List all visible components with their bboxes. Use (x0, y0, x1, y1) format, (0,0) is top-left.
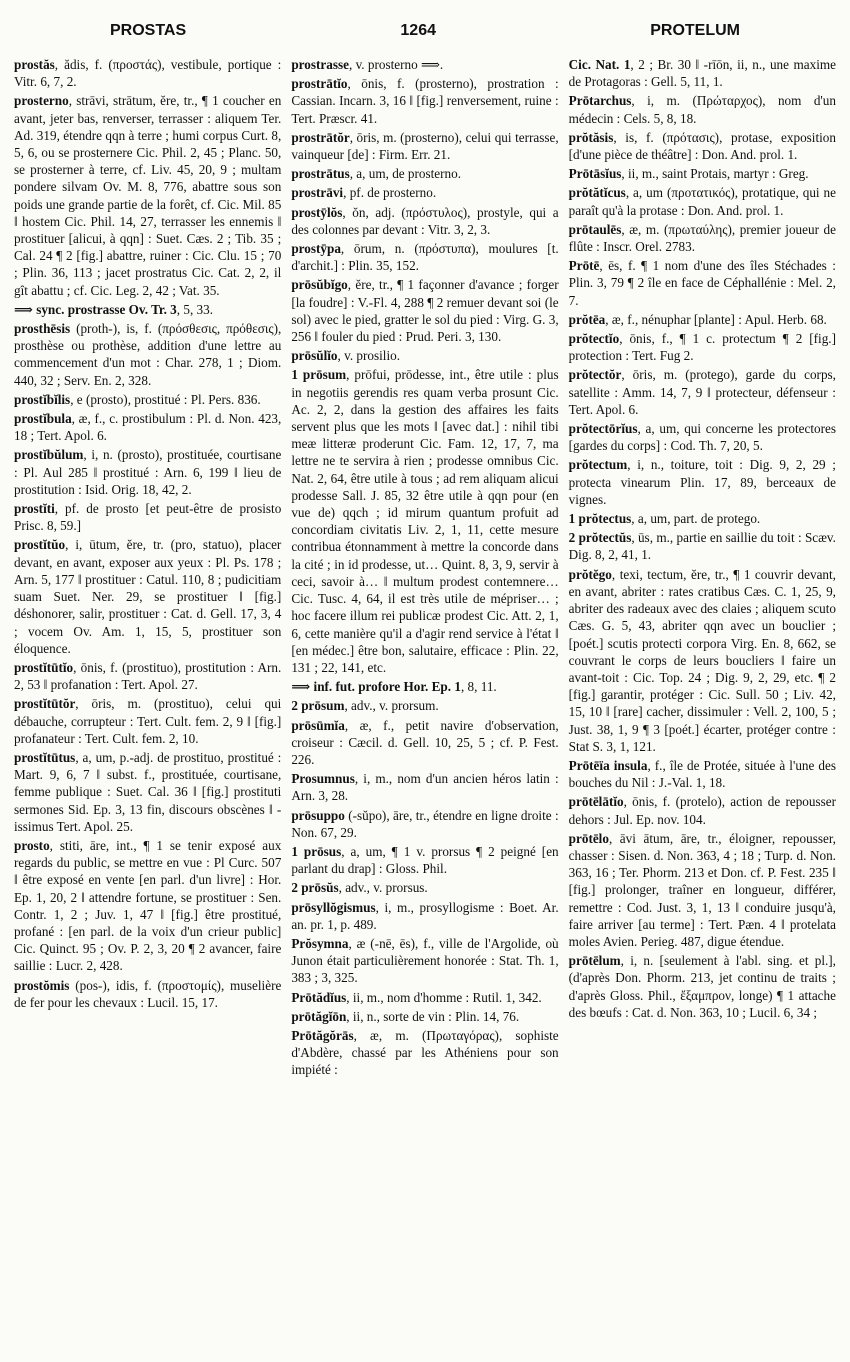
dictionary-entry: prostĭtŭo, i, ūtum, ĕre, tr. (pro, statuo), placer devant, en avant, exposer aux yeux : Pl. Ps. 178 ; Arn. 5, 177 ‖ prostituer : Catul. 110, 8 ; pudicitiam suam Suet. Ner. 29, se prostituer ‖ [fig.] déshonorer, salir, prostituer : Cat. d. Gell. 17, 3, 4 ; vocem Ov. Am. 1, 15, 5, prostituer son éloquence. (14, 537, 282, 656)
dictionary-entry: Prōtēïa insula, f., île de Protée, située à l'une des bouches du Nil : J.-Val. 1, 18. (568, 757, 836, 791)
dictionary-entry: prostăs, ădis, f. (προστάς), vestibule, portique : Vitr. 6, 7, 2. (14, 57, 282, 90)
dictionary-entry: prōsŭbĭgo, ĕre, tr., ¶ 1 façonner d'avance ; forger [la foudre] : V.-Fl. 4, 288 ¶ 2 remuer devant soi (le sol) avec le pied, gratter le sol du pied : Virg. G. 3, 256 ‖ fouler du pied : Prud. Peri. 3, 130. (291, 277, 559, 345)
dictionary-entry: prŏtectĭo, ōnis, f., ¶ 1 c. protectum ¶ 2 [fig.] protection : Tert. Fug 2. (568, 331, 836, 364)
dictionary-entry: prŏtēa, æ, f., nénuphar [plante] : Apul. Herb. 68. (568, 311, 827, 327)
dictionary-entry: prostȳlŏs, ŏn, adj. (πρόστυλος), prostyle, qui a des colonnes par devant : Vitr. 3, 2, 3. (291, 204, 559, 237)
header-left-guideword: PROSTAS (110, 22, 187, 39)
dictionary-entry: 1 prōsus, a, um, ¶ 1 v. prorsus ¶ 2 peigné [en parlant du drap] : Gloss. Phil. (291, 843, 559, 877)
dictionary-entry: Cic. Nat. 1, 2 ; Br. 30 ‖ -rīōn, ii, n., une maxime de Protagoras : Gell. 5, 11, 1. (568, 57, 836, 90)
dictionary-entry: prostrasse, v. prosterno ⟹. (291, 57, 444, 72)
dictionary-entry: Prōtāsĭus, ii, m., saint Protais, martyr : Greg. (568, 166, 809, 182)
dictionary-entry: Prosumnus, i, m., nom d'un ancien héros latin : Arn. 3, 28. (291, 771, 559, 804)
header-right-guideword: PROTELUM (650, 22, 740, 39)
dictionary-entry: prōtaulēs, æ, m. (πρωταύλης), premier joueur de flûte : Inscr. Orel. 2783. (568, 221, 836, 255)
dictionary-entry: prŏtătĭcus, a, um (προτατικός), protatique, qui ne paraît qu'à la protase : Don. And. prol. 1. (568, 185, 836, 218)
dictionary-entry: 2 prōsŭs, adv., v. prorsus. (291, 880, 428, 896)
dictionary-entry: prosterno, strāvi, strātum, ĕre, tr., ¶ 1 coucher en avant, jeter bas, renverser, terrasser : aliquem Ter. Ad. 319, étendre qqn à terre ; humi corpus Curt. 8, 5, 6, ou se prosternere Cic. Phil. 2, 45 ; Planc. 50, se prosterner à terre, cf. Liv. 45, 20, 9 ; multam ponderе silvam Ov. M. 8, 776, abattre sous son poids une grande partie de la forêt, cf. Cic. Mil. 85 ‖ hostem Cic. Phil. 14, 27, terrasser les ennemis ‖ prostituer [alicui, à qqn] : Suet. Cæs. 2 ; Tib. 35 ; Cal. 24 ¶ 2 [fig.] abattre, ruiner : Cic. Clu. 15 ; 70 ; Plin. 36, 113 ; jacet prostratus Cic. Cat. 2, 2, il gît abattu ; cf. Cic. Leg. 2, 42 ; Vat. 35. (14, 93, 282, 298)
dictionary-entry: 2 prŏtectŭs, ūs, m., partie en saillie du toit : Scæv. Dig. 8, 2, 41, 1. (568, 530, 836, 563)
dictionary-entry: prostĭtūtus, a, um, p.-adj. de prostituo, prostitué : Mart. 9, 6, 7 ‖ subst. f., prostituée, courtisane, femme publique : Suet. Cal. 36 ‖ [fig.] prostituti sermones Sid. Ep. 3, 13 fin, discours obscènes ‖ -issimus Tert. Apol. 25. (14, 749, 282, 834)
dictionary-entry: prōsŭlĭo, v. prosilio. (291, 348, 401, 364)
column-3 (569, 56, 836, 1081)
dictionary-entry: prostĭtūtŏr, ōris, m. (prostituo), celui qui débauche, corrupteur : Tert. Cult. fem. 2, 9 ‖ [fig.] profanateur : Tert. Cult. fem. 2, 10. (14, 696, 282, 746)
page-number: 1264 (400, 22, 436, 39)
dictionary-entry: prostrātŏr, ōris, m. (prosterno), celui qui terrasse, vainqueur [de] : Firm. Err. 21. (291, 129, 559, 163)
dictionary-entry: prŏtectum, i, n., toiture, toit : Dig. 9, 2, 29 ; protecta vinearum Plin. 17, 89, berceaux de vignes. (568, 457, 836, 507)
dictionary-entry: prōsūmĭa, æ, f., petit navire d'observation, croiseur : Cæcil. d. Gell. 10, 25, 5 ; cf. P. Fest. 226. (291, 717, 559, 767)
dictionary-entry: prostȳpa, ōrum, n. (πρόστυπα), moulures [t. d'archit.] : Plin. 35, 152. (291, 241, 559, 274)
dictionary-entry: prōtēlo, āvi ātum, āre, tr., éloigner, repousser, chasser : Sisen. d. Non. 363, 4 ; 18 ; Turp. d. Non. 363, 16 ; Ter. Phorm. 213 et Don. cf. P. Fest. 235 ‖ [fig.] prolonger, traîner en longueur, différer, remettre : Cod. Just. 3, 1, 13 ‖ conduire jusqu'à, faire arriver [au terme] : Tert. Pæn. 4 ‖ protelata moles Avien. Perieg. 487, digue étendue. (568, 830, 836, 949)
dictionary-entry: Prōtē, ēs, f. ¶ 1 nom d'une des îles Stéchades : Plin. 3, 79 ¶ 2 île en face de Céphallénie : Mel. 2, 7. (568, 258, 836, 308)
dictionary-entry: prostĭbula, æ, f., c. prostibulum : Pl. d. Non. 423, 18 ; Tert. Apol. 6. (14, 411, 282, 444)
dictionary-entry: prosto, stiti, āre, int., ¶ 1 se tenir exposé aux regards du public, se mettre en vue : Pl Curc. 507 ‖ être exposé en vente [en parl. d'un livre] : Hor. Ep. 1, 20, 2 ‖ attendre fortune, se prostituer : Sen. Contr. 1, 2 ; Juv. 1, 47 ‖ [fig.] être prostitué, profané : [en parl. de la voix d'un crieur public] Cic. Quinct. 95 ; Ov. P. 2, 3, 20 ¶ 2 avancer, faire saillie : Lucr. 2, 428. (14, 837, 282, 974)
dictionary-entry: prōsyllŏgismus, i, m., prosyllogisme : Boet. Ar. an. pr. 1, p. 489. (291, 899, 559, 932)
dictionary-entry: Prōtădĭus, ii, m., nom d'homme : Rutil. 1, 342. (291, 989, 542, 1005)
dictionary-entry: prŏtectōrĭus, a, um, qui concerne les protectores [gardes du corps] : Cod. Th. 7, 20, 5. (568, 421, 836, 454)
dictionary-entry: prostŏmis (pos-), idis, f. (προστομίς), muselière de fer pour les chevaux : Lucil. 15, 17. (14, 977, 282, 1010)
dictionary-entry: prostrātĭo, ōnis, f. (prosterno), prostration : Cassian. Incarn. 3, 16 ‖ [fig.] renversement, ruine : Tert. Præscr. 41. (291, 76, 559, 126)
dictionary-entry: prostrāvi, pf. de prosterno. (291, 185, 437, 201)
dictionary-entry: prosthēsis (proth-), is, f. (πρόσθεσις, πρόθεσις), prosthèse ou prothèse, addition d'une lettre au commencement d'un mot : Char. 278, 1 ; Diom. 440, 32 ; Serv. En. 2, 328. (14, 321, 282, 388)
dictionary-entry: Prōtăgŏrās, æ, m. (Πρωταγόρας), sophiste d'Abdère, chassé par les Athéniens pour son impiété : (291, 1027, 559, 1078)
dictionary-entry: 2 prōsum, adv., v. prorsum. (291, 698, 439, 714)
text-columns (14, 56, 836, 1081)
dictionary-entry: prostĭbŭlum, i, n. (prosto), prostituée, courtisane : Pl. Aul 285 ‖ prostitué : Arn. 6, 199 ‖ lieu de prostitution : Isid. Orig. 18, 42, 2. (14, 447, 282, 497)
dictionary-entry: prōtēlātĭo, ōnis, f. (protelo), action de repousser dehors : Jul. Ep. nov. 104. (568, 794, 836, 827)
running-header (14, 22, 836, 48)
dictionary-entry: prōtăgĭōn, ii, n., sorte de vin : Plin. 14, 76. (291, 1008, 520, 1024)
dictionary-entry: prostrātus, a, um, de prosterno. (291, 166, 462, 182)
dictionary-entry: prostĭbĭlis, e (prosto), prostitué : Pl. Pers. 836. (14, 391, 261, 407)
column-2 (291, 56, 558, 1081)
dictionary-entry: Prōtarchus, i, m. (Πρώταρχος), nom d'un médecin : Cels. 5, 8, 18. (568, 93, 836, 126)
dictionary-entry: 1 prŏtectus, a, um, part. de protego. (568, 511, 761, 527)
column-1 (14, 56, 281, 1081)
dictionary-entry: ⟹ inf. fut. profore Hor. Ep. 1, 8, 11. (291, 679, 497, 695)
dictionary-entry: prōsuppo (-sŭpo), āre, tr., étendre en ligne droite : Non. 67, 29. (291, 807, 559, 840)
dictionary-entry: prŏtăsis, is, f. (πρότασις), protase, exposition [d'une pièce de théâtre] : Don. And. prol. 1. (568, 129, 836, 163)
dictionary-entry: ⟹ sync. prostrasse Ov. Tr. 3, 5, 33. (14, 301, 214, 317)
dictionary-entry: prōtēlum, i, n. [seulement à l'abl. sing. et pl.], (d'après Don. Phorm. 213, jet continu de traits ; d'après Gloss. Phil., ἔξαμπρον, longe) ¶ 1 attache des bœufs : Cat. d. Non. 363, 10 ; Lucil. 6, 34 ; (568, 953, 836, 1020)
dictionary-entry: prŏtectŏr, ōris, m. (protego), garde du corps, satellite : Amm. 14, 7, 9 ‖ protecteur, défenseur : Tert. Apol. 6. (568, 367, 836, 417)
dictionary-entry: prostĭti, pf. de prosto [et peut-être de prosisto Prisc. 8, 59.] (14, 501, 282, 534)
dictionary-entry: 1 prōsum, prōfui, prōdesse, int., être utile : plus in negotiis gerendis res quam verba prosunt Cic. Ac. 2, 2, dans la gestion des affaires les faits servent plus que les mots ‖ [avec dat.] : nihil tibi meæ litteræ proderunt Cic. Fam. 12, 17, 7, ma lettre ne te servira à rien ; prodesse omnibus Cic. Nat. 2, 64, être utile à tous ; ad rem aliquam alicui prodesse Sall. J. 85, 32 être utile à qqn pour (en vue de) qqch ; id mirum quantum profuit ad concordiam civitatis Liv. 2, 1, 11, cette mesure contribua étonnamment à mettre la concorde dans la cité ; in id prodesse, ut… Quint. 8, 3, 9, servir à ceci, savoir à… ‖ multum prodest contemnere… Cic. Tusc. 4, 64, il est très utile de mépriser… ; hoc facere illum rei publicæ prodest Cic. Att. 2, 1, 6, cette manière qu'il a d'agir rend service à l'état ‖ [en médec.] être bon, salutaire, efficace : Plin. 22, 131 ; 22, 141, etc. (291, 367, 559, 675)
dictionary-entry: prŏtĕgo, texi, tectum, ĕre, tr., ¶ 1 couvrir devant, en avant, abriter : rates cratibus Cæs. C. 1, 25, 9, abriter des radeaux avec des claies ; aliquem scuto Cæs. G. 5, 43, abriter qqn avec un bouclier ; [poét.] scutis protecti corpora Virg. En. 8, 662, se couvrant le corps de leurs boucliers ‖ faire un avant-toit : Cic. Top. 24 ; Dig. 9, 2, 29, etc. ¶ 2 [fig.] garantir, protéger : Cic. Sull. 50 ; Liv. 42, 15, 10 ‖ [rare] cacher, dissimuler : Vell. 2, 100, 5 ; Just. 38, 1, 9 ¶ 3 [poét.] écarter, protéger contre : Stat S. 3, 1, 121. (568, 566, 836, 754)
dictionary-entry: prostĭtūtĭo, ōnis, f. (prostituo), prostitution : Arn. 2, 53 ‖ profanation : Tert. Apol. 27. (14, 659, 282, 693)
dictionary-entry: Prŏsymna, æ (-nē, ēs), f., ville de l'Argolide, où Junon était particulièrement honorée : Stat. Th. 1, 383 ; 3, 325. (291, 935, 559, 986)
